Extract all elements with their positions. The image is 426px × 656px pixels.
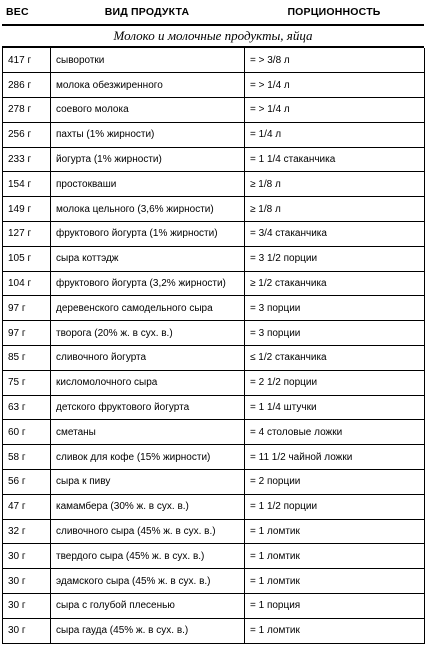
cell-weight: 63 г [3,395,51,420]
table-row [3,197,425,222]
table-row [3,370,425,395]
cell-portion: = 1/4 л [245,122,425,147]
table-row [3,48,425,73]
cell-portion: ≥ 1/8 л [245,172,425,197]
cell-product: фруктового йогурта (3,2% жирности) [51,271,245,296]
cell-product: йогурта (1% жирности) [51,147,245,172]
table-row [3,122,425,147]
cell-portion: = 2 1/2 порции [245,370,425,395]
cell-product: соевого молока [51,98,245,123]
cell-portion: = > 3/8 л [245,48,425,73]
cell-weight: 127 г [3,222,51,247]
cell-portion: = 1 1/4 штучки [245,395,425,420]
cell-product: сыра с голубой плесенью [51,594,245,619]
cell-portion: = 3/4 стаканчика [245,222,425,247]
cell-weight: 154 г [3,172,51,197]
cell-product: молока цельного (3,6% жирности) [51,197,245,222]
cell-portion: = 1 ломтик [245,544,425,569]
table-row [3,296,425,321]
cell-portion: = 11 1/2 чайной ложки [245,445,425,470]
cell-product: деревенского самодельного сыра [51,296,245,321]
cell-weight: 60 г [3,420,51,445]
cell-weight: 233 г [3,147,51,172]
cell-portion: = 2 порции [245,470,425,495]
cell-weight: 32 г [3,519,51,544]
cell-weight: 56 г [3,470,51,495]
table-row [3,246,425,271]
cell-product: молока обезжиренного [51,73,245,98]
table-row [3,271,425,296]
cell-product: сливок для кофе (15% жирности) [51,445,245,470]
header-portion: ПОРЦИОННОСТЬ [287,6,381,18]
cell-product: сыворотки [51,48,245,73]
table-row [3,569,425,594]
cell-product: эдамского сыра (45% ж. в сух. в.) [51,569,245,594]
cell-weight: 97 г [3,321,51,346]
cell-portion: = > 1/4 л [245,98,425,123]
table-row [3,519,425,544]
table-row [3,594,425,619]
table-row [3,420,425,445]
cell-product: твердого сыра (45% ж. в сух. в.) [51,544,245,569]
cell-weight: 47 г [3,494,51,519]
cell-product: кисломолочного сыра [51,370,245,395]
cell-portion: ≥ 1/2 стаканчика [245,271,425,296]
cell-weight: 30 г [3,594,51,619]
table-row [3,346,425,371]
data-table [2,48,425,644]
table-row [3,544,425,569]
cell-weight: 30 г [3,544,51,569]
cell-portion: = 1 ломтик [245,618,425,643]
table-row [3,222,425,247]
table-body [3,48,425,643]
cell-product: сливочного йогурта [51,346,245,371]
cell-weight: 286 г [3,73,51,98]
cell-weight: 58 г [3,445,51,470]
table-row [3,395,425,420]
table-row [3,73,425,98]
cell-product: сметаны [51,420,245,445]
cell-portion: = 3 1/2 порции [245,246,425,271]
table-row [3,494,425,519]
cell-weight: 149 г [3,197,51,222]
header-weight: ВЕС [6,6,29,18]
cell-product: простокваши [51,172,245,197]
cell-portion: = 4 столовые ложки [245,420,425,445]
cell-product: фруктового йогурта (1% жирности) [51,222,245,247]
table-row [3,618,425,643]
cell-weight: 417 г [3,48,51,73]
cell-weight: 75 г [3,370,51,395]
cell-portion: ≤ 1/2 стаканчика [245,346,425,371]
cell-product: пахты (1% жирности) [51,122,245,147]
cell-weight: 278 г [3,98,51,123]
table-row [3,147,425,172]
table-header [2,0,424,26]
table-row [3,445,425,470]
cell-weight: 30 г [3,569,51,594]
cell-weight: 85 г [3,346,51,371]
cell-portion: = 1 порция [245,594,425,619]
cell-weight: 256 г [3,122,51,147]
table-row [3,98,425,123]
cell-product: сыра к пиву [51,470,245,495]
cell-portion: = 3 порции [245,296,425,321]
section-title: Молоко и молочные продукты, яйца [2,26,424,48]
cell-portion: = 1 1/4 стаканчика [245,147,425,172]
cell-portion: ≥ 1/8 л [245,197,425,222]
cell-weight: 105 г [3,246,51,271]
cell-product: камамбера (30% ж. в сух. в.) [51,494,245,519]
cell-product: сыра гауда (45% ж. в сух. в.) [51,618,245,643]
cell-portion: = 1 ломтик [245,519,425,544]
cell-product: сливочного сыра (45% ж. в сух. в.) [51,519,245,544]
cell-product: творога (20% ж. в сух. в.) [51,321,245,346]
cell-product: детского фруктового йогурта [51,395,245,420]
cell-portion: = 3 порции [245,321,425,346]
cell-portion: = 1 ломтик [245,569,425,594]
table-row [3,321,425,346]
table-row [3,172,425,197]
cell-weight: 97 г [3,296,51,321]
cell-portion: = 1 1/2 порции [245,494,425,519]
table-row [3,470,425,495]
cell-weight: 104 г [3,271,51,296]
cell-weight: 30 г [3,618,51,643]
cell-product: сыра коттэдж [51,246,245,271]
nutrition-table [2,0,424,644]
header-product: ВИД ПРОДУКТА [104,6,190,18]
cell-portion: = > 1/4 л [245,73,425,98]
